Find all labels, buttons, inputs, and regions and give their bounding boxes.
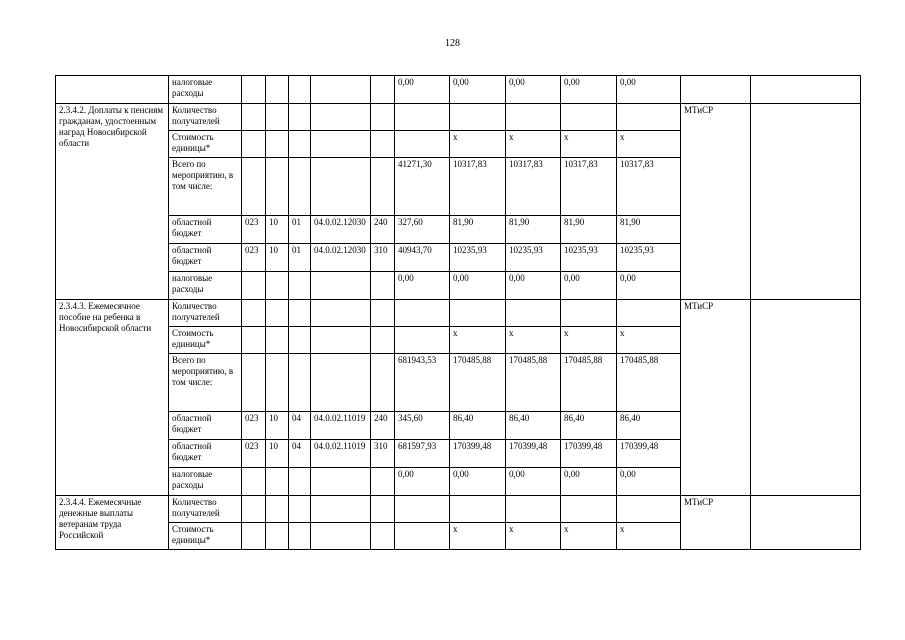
subsection-cell: 04: [289, 440, 311, 468]
year-2-amount-cell: [506, 496, 561, 523]
expense-type-cell: [371, 496, 395, 523]
subsection-cell: [289, 104, 311, 131]
expense-type-cell: [371, 300, 395, 327]
year-1-amount-cell: х: [450, 131, 506, 158]
year-2-amount-cell: 0,00: [506, 272, 561, 300]
total-amount-cell: 681943,53: [395, 354, 450, 412]
year-4-amount-cell: 10317,83: [617, 158, 681, 216]
total-amount-cell: 0,00: [395, 76, 450, 104]
target-article-cell: 04.0.02.12030: [311, 244, 371, 272]
expense-type-cell: 310: [371, 440, 395, 468]
year-1-amount-cell: 10235,93: [450, 244, 506, 272]
total-amount-cell: 327,60: [395, 216, 450, 244]
subsection-cell: [289, 523, 311, 550]
target-article-cell: 04.0.02.12030: [311, 216, 371, 244]
total-amount-cell: 40943,70: [395, 244, 450, 272]
row-label: Количество получателей: [169, 496, 242, 523]
table-row: [56, 300, 861, 327]
year-2-amount-cell: [506, 300, 561, 327]
year-2-amount-cell: 86,40: [506, 412, 561, 440]
grbs-cell: [242, 158, 266, 216]
expected-result-cell: [751, 104, 861, 300]
expense-type-cell: 240: [371, 216, 395, 244]
total-amount-cell: 0,00: [395, 468, 450, 496]
row-label: областной бюджет: [169, 412, 242, 440]
subsection-cell: [289, 158, 311, 216]
year-1-amount-cell: 0,00: [450, 468, 506, 496]
year-4-amount-cell: х: [617, 327, 681, 354]
expense-type-cell: [371, 76, 395, 104]
year-3-amount-cell: 0,00: [561, 272, 617, 300]
expense-type-cell: [371, 104, 395, 131]
section-cell: [266, 272, 289, 300]
year-3-amount-cell: 10235,93: [561, 244, 617, 272]
year-1-amount-cell: 0,00: [450, 76, 506, 104]
subsection-cell: [289, 131, 311, 158]
year-1-amount-cell: 0,00: [450, 272, 506, 300]
target-article-cell: [311, 496, 371, 523]
total-amount-cell: [395, 327, 450, 354]
grbs-cell: 023: [242, 440, 266, 468]
subsection-cell: [289, 468, 311, 496]
year-1-amount-cell: 170399,48: [450, 440, 506, 468]
year-1-amount-cell: 170485,88: [450, 354, 506, 412]
section-cell: [266, 76, 289, 104]
grbs-cell: [242, 354, 266, 412]
responsible-executor: МТиСР: [681, 104, 751, 300]
responsible-executor: МТиСР: [681, 496, 751, 550]
year-4-amount-cell: х: [617, 523, 681, 550]
responsible-executor: МТиСР: [681, 300, 751, 496]
subsection-cell: [289, 496, 311, 523]
year-3-amount-cell: 86,40: [561, 412, 617, 440]
year-4-amount-cell: 170485,88: [617, 354, 681, 412]
section-cell: [266, 327, 289, 354]
row-label: налоговые расходы: [169, 468, 242, 496]
subsection-cell: 01: [289, 216, 311, 244]
section-cell: [266, 158, 289, 216]
year-1-amount-cell: [450, 104, 506, 131]
row-label: областной бюджет: [169, 440, 242, 468]
year-3-amount-cell: 170485,88: [561, 354, 617, 412]
year-1-amount-cell: 86,40: [450, 412, 506, 440]
expense-type-cell: [371, 158, 395, 216]
table-row: [56, 496, 861, 523]
year-1-amount-cell: [450, 300, 506, 327]
row-label: Всего по мероприятию, в том числе:: [169, 158, 242, 216]
expense-type-cell: 240: [371, 412, 395, 440]
grbs-cell: [242, 131, 266, 158]
year-3-amount-cell: х: [561, 523, 617, 550]
subsection-cell: [289, 327, 311, 354]
expected-result-cell: [751, 496, 861, 550]
measure-title: [56, 76, 169, 104]
grbs-cell: [242, 327, 266, 354]
section-cell: 10: [266, 412, 289, 440]
grbs-cell: [242, 523, 266, 550]
year-3-amount-cell: 10317,83: [561, 158, 617, 216]
target-article-cell: [311, 327, 371, 354]
target-article-cell: [311, 104, 371, 131]
expense-type-cell: [371, 523, 395, 550]
target-article-cell: [311, 468, 371, 496]
year-2-amount-cell: 170485,88: [506, 354, 561, 412]
row-label: Стоимость единицы*: [169, 327, 242, 354]
year-4-amount-cell: 170399,48: [617, 440, 681, 468]
target-article-cell: [311, 523, 371, 550]
subsection-cell: 01: [289, 244, 311, 272]
row-label: Количество получателей: [169, 104, 242, 131]
grbs-cell: [242, 272, 266, 300]
total-amount-cell: [395, 523, 450, 550]
section-cell: 10: [266, 244, 289, 272]
total-amount-cell: 681597,93: [395, 440, 450, 468]
subsection-cell: [289, 300, 311, 327]
section-cell: [266, 496, 289, 523]
target-article-cell: 04.0.02.11019: [311, 440, 371, 468]
grbs-cell: 023: [242, 412, 266, 440]
table-row: [56, 104, 861, 131]
measure-title: 2.3.4.2. Доплаты к пенсиям гражданам, удостоенным наград Новосибирской области: [56, 104, 169, 300]
grbs-cell: 023: [242, 244, 266, 272]
section-cell: [266, 354, 289, 412]
year-2-amount-cell: 81,90: [506, 216, 561, 244]
grbs-cell: [242, 496, 266, 523]
measure-title: 2.3.4.3. Ежемесячное пособие на ребенка в Новосибирской области: [56, 300, 169, 496]
expense-type-cell: [371, 468, 395, 496]
year-1-amount-cell: х: [450, 327, 506, 354]
expected-result-cell: [751, 300, 861, 496]
year-4-amount-cell: 81,90: [617, 216, 681, 244]
section-cell: 10: [266, 216, 289, 244]
year-4-amount-cell: 0,00: [617, 272, 681, 300]
row-label: областной бюджет: [169, 244, 242, 272]
year-2-amount-cell: 170399,48: [506, 440, 561, 468]
subsection-cell: [289, 76, 311, 104]
year-3-amount-cell: х: [561, 327, 617, 354]
total-amount-cell: 345,60: [395, 412, 450, 440]
year-2-amount-cell: 10317,83: [506, 158, 561, 216]
expense-type-cell: [371, 272, 395, 300]
year-1-amount-cell: 10317,83: [450, 158, 506, 216]
target-article-cell: 04.0.02.11019: [311, 412, 371, 440]
row-label: налоговые расходы: [169, 76, 242, 104]
year-1-amount-cell: [450, 496, 506, 523]
section-cell: 10: [266, 440, 289, 468]
year-2-amount-cell: 0,00: [506, 468, 561, 496]
section-cell: [266, 468, 289, 496]
total-amount-cell: [395, 131, 450, 158]
section-cell: [266, 131, 289, 158]
target-article-cell: [311, 76, 371, 104]
row-label: Стоимость единицы*: [169, 131, 242, 158]
grbs-cell: [242, 468, 266, 496]
total-amount-cell: 0,00: [395, 272, 450, 300]
row-label: областной бюджет: [169, 216, 242, 244]
total-amount-cell: [395, 104, 450, 131]
target-article-cell: [311, 272, 371, 300]
section-cell: [266, 523, 289, 550]
expense-type-cell: [371, 131, 395, 158]
grbs-cell: [242, 104, 266, 131]
section-cell: [266, 104, 289, 131]
year-1-amount-cell: 81,90: [450, 216, 506, 244]
year-2-amount-cell: 10235,93: [506, 244, 561, 272]
page-number: 128: [445, 38, 460, 49]
year-2-amount-cell: х: [506, 131, 561, 158]
target-article-cell: [311, 354, 371, 412]
year-2-amount-cell: 0,00: [506, 76, 561, 104]
row-label: Всего по мероприятию, в том числе:: [169, 354, 242, 412]
grbs-cell: 023: [242, 216, 266, 244]
year-3-amount-cell: 0,00: [561, 468, 617, 496]
year-3-amount-cell: [561, 104, 617, 131]
table-row: [56, 76, 861, 104]
year-4-amount-cell: [617, 104, 681, 131]
year-1-amount-cell: х: [450, 523, 506, 550]
total-amount-cell: 41271,30: [395, 158, 450, 216]
row-label: Количество получателей: [169, 300, 242, 327]
year-4-amount-cell: 0,00: [617, 468, 681, 496]
grbs-cell: [242, 300, 266, 327]
year-2-amount-cell: [506, 104, 561, 131]
expense-type-cell: [371, 354, 395, 412]
expense-type-cell: 310: [371, 244, 395, 272]
target-article-cell: [311, 158, 371, 216]
row-label: налоговые расходы: [169, 272, 242, 300]
budget-table: [55, 75, 861, 550]
section-cell: [266, 300, 289, 327]
expense-type-cell: [371, 327, 395, 354]
measure-title: 2.3.4.4. Ежемесячные денежные выплаты ветеранам труда Российской: [56, 496, 169, 550]
year-4-amount-cell: 0,00: [617, 76, 681, 104]
responsible-executor: [681, 76, 751, 104]
year-4-amount-cell: х: [617, 131, 681, 158]
year-4-amount-cell: [617, 496, 681, 523]
subsection-cell: [289, 272, 311, 300]
year-2-amount-cell: х: [506, 327, 561, 354]
subsection-cell: 04: [289, 412, 311, 440]
year-3-amount-cell: [561, 300, 617, 327]
total-amount-cell: [395, 300, 450, 327]
year-3-amount-cell: 81,90: [561, 216, 617, 244]
year-4-amount-cell: [617, 300, 681, 327]
year-3-amount-cell: х: [561, 131, 617, 158]
target-article-cell: [311, 300, 371, 327]
row-label: Стоимость единицы*: [169, 523, 242, 550]
year-4-amount-cell: 86,40: [617, 412, 681, 440]
year-3-amount-cell: 0,00: [561, 76, 617, 104]
year-3-amount-cell: 170399,48: [561, 440, 617, 468]
year-2-amount-cell: х: [506, 523, 561, 550]
year-3-amount-cell: [561, 496, 617, 523]
subsection-cell: [289, 354, 311, 412]
target-article-cell: [311, 131, 371, 158]
grbs-cell: [242, 76, 266, 104]
total-amount-cell: [395, 496, 450, 523]
expected-result-cell: [751, 76, 861, 104]
year-4-amount-cell: 10235,93: [617, 244, 681, 272]
